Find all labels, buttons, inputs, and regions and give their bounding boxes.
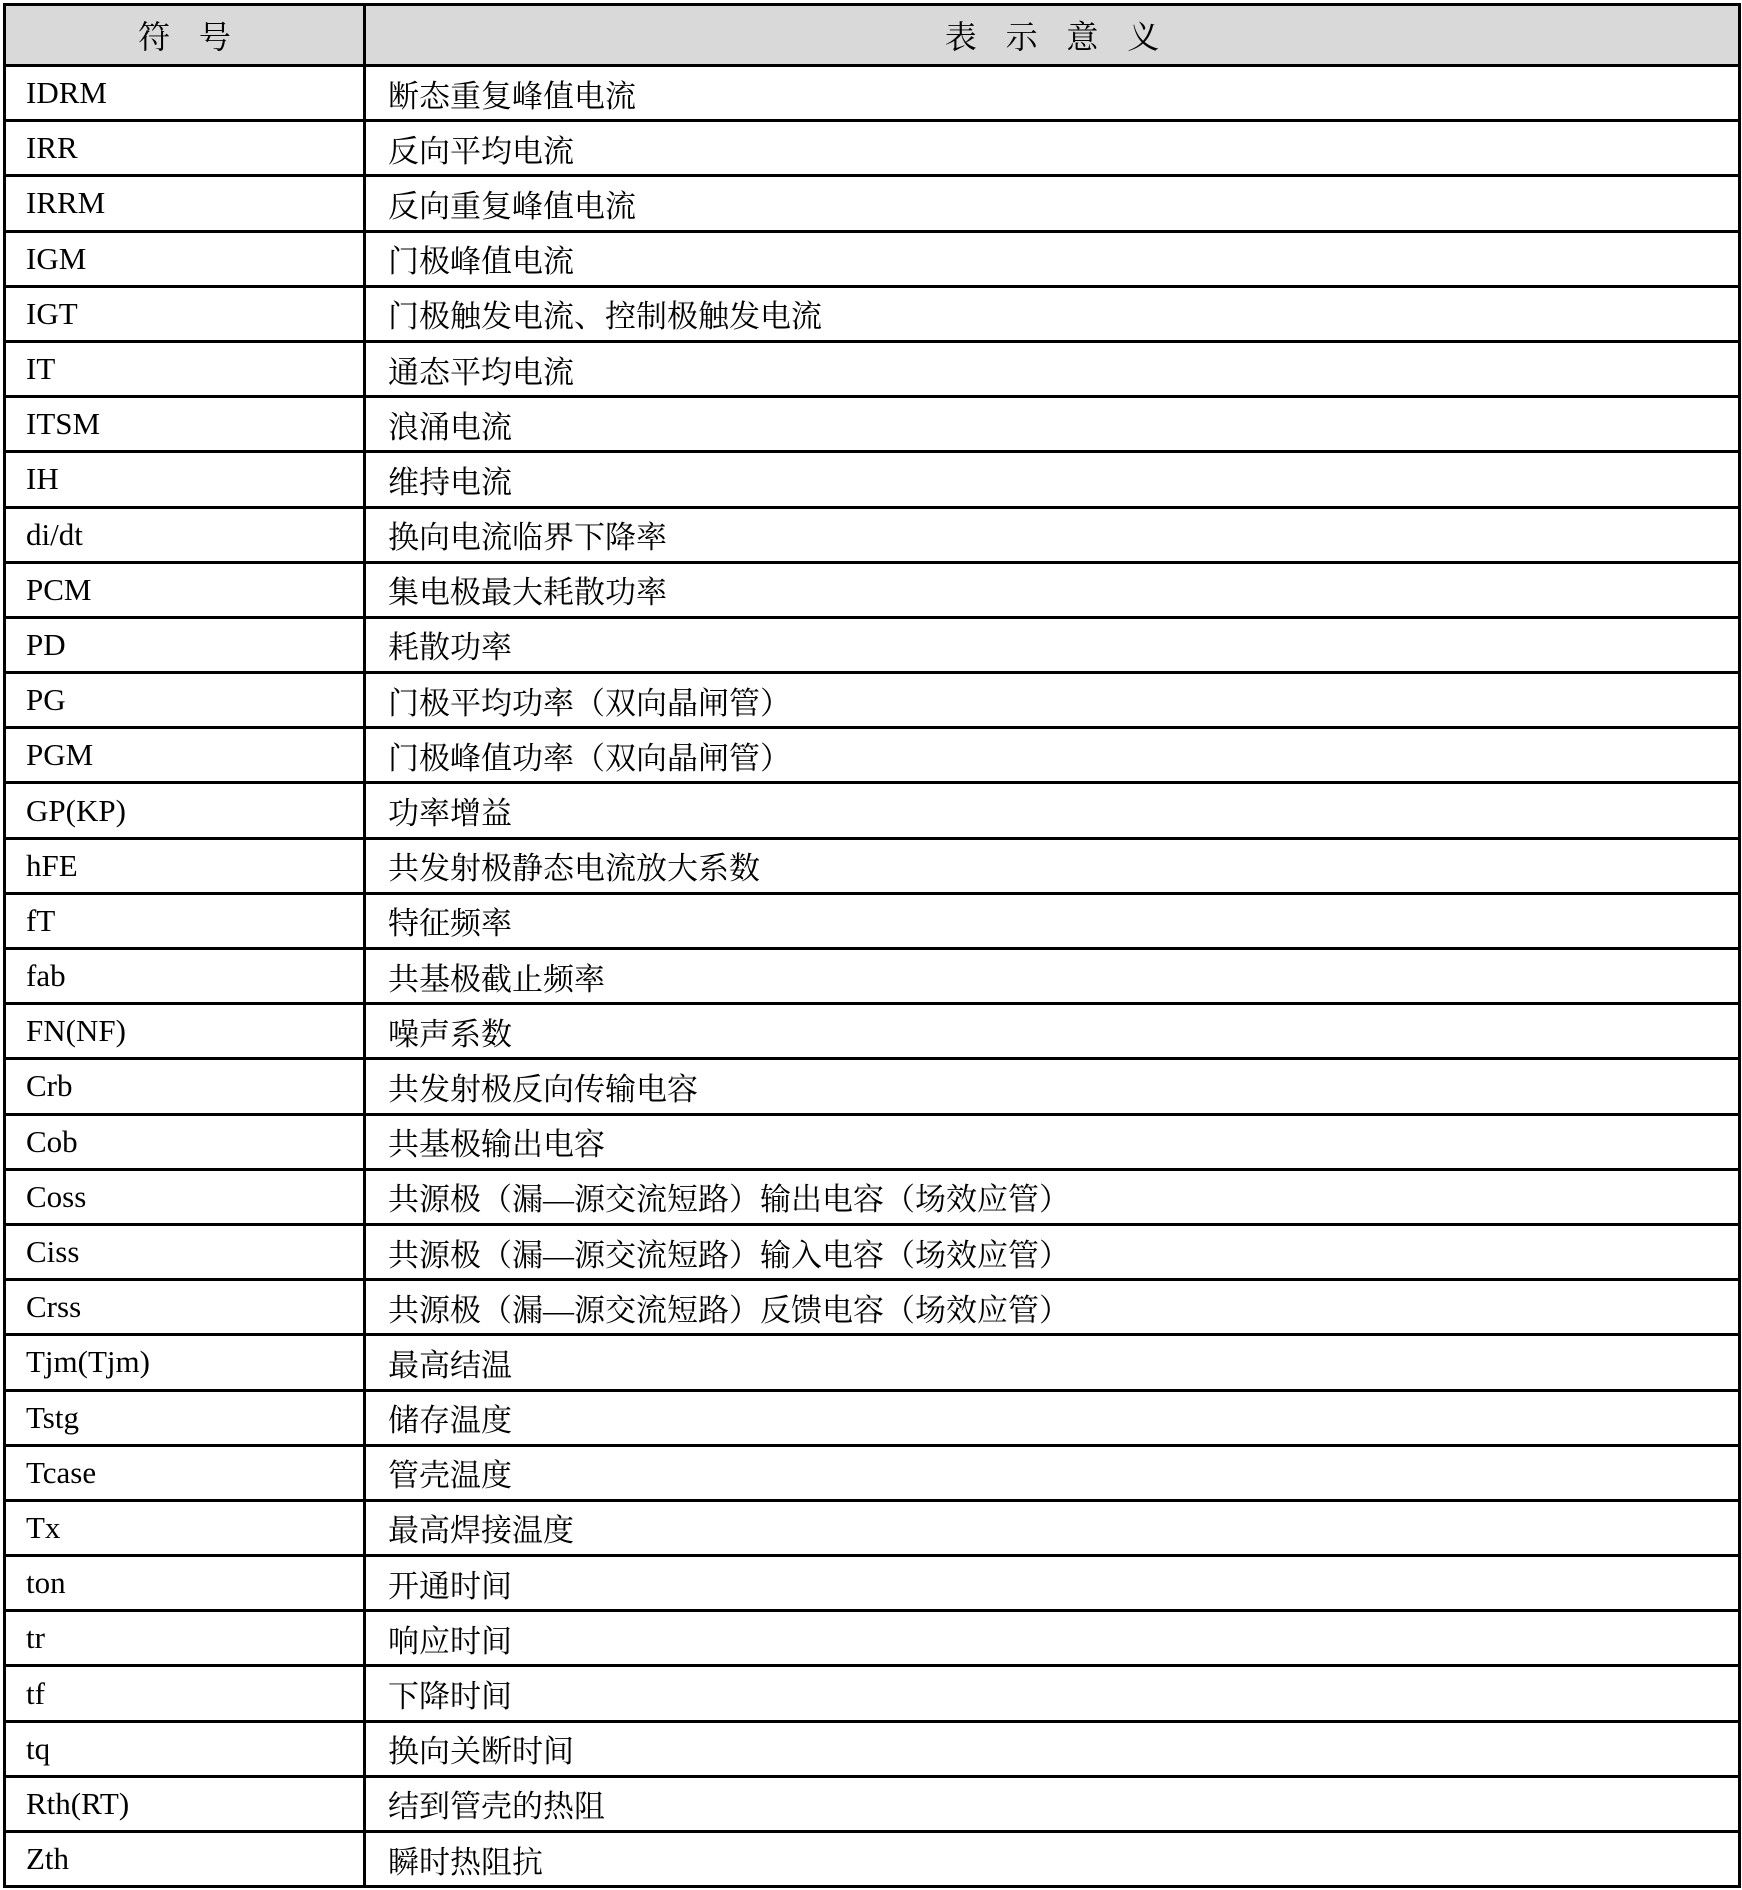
symbol-cell: Cob (5, 1114, 365, 1169)
symbol-cell: IGM (5, 231, 365, 286)
table-row (5, 507, 1740, 562)
table-row (5, 673, 1740, 728)
meaning-cell: 维持电流 (365, 452, 1740, 507)
table-row (5, 1500, 1740, 1555)
table-row (5, 1114, 1740, 1169)
table-row (5, 66, 1740, 121)
symbol-cell: Crss (5, 1280, 365, 1335)
symbol-cell: hFE (5, 838, 365, 893)
table-row (5, 286, 1740, 341)
symbol-cell: FN(NF) (5, 1004, 365, 1059)
symbol-cell: di/dt (5, 507, 365, 562)
meaning-cell: 共源极（漏—源交流短路）输入电容（场效应管） (365, 1224, 1740, 1279)
meaning-cell: 共源极（漏—源交流短路）输出电容（场效应管） (365, 1169, 1740, 1224)
meaning-cell: 反向平均电流 (365, 121, 1740, 176)
symbol-cell: PGM (5, 728, 365, 783)
table-row (5, 1721, 1740, 1776)
meaning-cell: 通态平均电流 (365, 341, 1740, 396)
meaning-cell: 浪涌电流 (365, 397, 1740, 452)
symbol-cell: PG (5, 673, 365, 728)
symbol-cell: Zth (5, 1832, 365, 1887)
table-row (5, 176, 1740, 231)
meaning-cell: 响应时间 (365, 1611, 1740, 1666)
table-row (5, 231, 1740, 286)
meaning-cell: 门极平均功率（双向晶闸管） (365, 673, 1740, 728)
table-row (5, 1224, 1740, 1279)
meaning-cell: 瞬时热阻抗 (365, 1832, 1740, 1887)
symbol-cell: IRR (5, 121, 365, 176)
symbol-cell: Rth(RT) (5, 1776, 365, 1831)
symbol-cell: tq (5, 1721, 365, 1776)
meaning-cell: 共基极输出电容 (365, 1114, 1740, 1169)
symbol-cell: PD (5, 617, 365, 672)
meaning-cell: 耗散功率 (365, 617, 1740, 672)
meaning-cell: 共源极（漏—源交流短路）反馈电容（场效应管） (365, 1280, 1740, 1335)
symbol-cell: Tjm(Tjm) (5, 1335, 365, 1390)
symbol-cell: ton (5, 1556, 365, 1611)
meaning-cell: 特征频率 (365, 893, 1740, 948)
symbol-cell: Coss (5, 1169, 365, 1224)
table-row (5, 1445, 1740, 1500)
table-row (5, 949, 1740, 1004)
table-row (5, 341, 1740, 396)
table-row (5, 1004, 1740, 1059)
header-meaning: 表示意义 (365, 5, 1740, 66)
table-row (5, 1390, 1740, 1445)
meaning-cell: 最高结温 (365, 1335, 1740, 1390)
meaning-cell: 共发射极静态电流放大系数 (365, 838, 1740, 893)
symbol-cell: GP(KP) (5, 783, 365, 838)
symbol-cell: IDRM (5, 66, 365, 121)
symbol-cell: IGT (5, 286, 365, 341)
symbol-table-container (3, 3, 1738, 1887)
meaning-cell: 开通时间 (365, 1556, 1740, 1611)
table-row (5, 397, 1740, 452)
table-row (5, 783, 1740, 838)
symbol-cell: IT (5, 341, 365, 396)
table-header-row (5, 5, 1740, 66)
table-row (5, 838, 1740, 893)
meaning-cell: 门极峰值电流 (365, 231, 1740, 286)
symbol-cell: IH (5, 452, 365, 507)
table-row (5, 893, 1740, 948)
header-symbol: 符号 (5, 5, 365, 66)
table-row (5, 1059, 1740, 1114)
meaning-cell: 结到管壳的热阻 (365, 1776, 1740, 1831)
meaning-cell: 管壳温度 (365, 1445, 1740, 1500)
symbol-cell: tf (5, 1666, 365, 1721)
symbol-cell: tr (5, 1611, 365, 1666)
meaning-cell: 共发射极反向传输电容 (365, 1059, 1740, 1114)
symbol-cell: PCM (5, 562, 365, 617)
table-body (5, 66, 1740, 1887)
table-row (5, 1335, 1740, 1390)
meaning-cell: 共基极截止频率 (365, 949, 1740, 1004)
symbol-cell: Tx (5, 1500, 365, 1555)
meaning-cell: 集电极最大耗散功率 (365, 562, 1740, 617)
symbol-cell: fT (5, 893, 365, 948)
symbol-cell: Tcase (5, 1445, 365, 1500)
table-row (5, 452, 1740, 507)
table-row (5, 728, 1740, 783)
meaning-cell: 门极触发电流、控制极触发电流 (365, 286, 1740, 341)
symbol-cell: IRRM (5, 176, 365, 231)
table-row (5, 1280, 1740, 1335)
table-row (5, 1776, 1740, 1831)
meaning-cell: 换向电流临界下降率 (365, 507, 1740, 562)
table-row (5, 121, 1740, 176)
meaning-cell: 最高焊接温度 (365, 1500, 1740, 1555)
symbol-cell: fab (5, 949, 365, 1004)
meaning-cell: 下降时间 (365, 1666, 1740, 1721)
symbol-cell: Crb (5, 1059, 365, 1114)
meaning-cell: 噪声系数 (365, 1004, 1740, 1059)
table-row (5, 1832, 1740, 1887)
table-row (5, 1556, 1740, 1611)
meaning-cell: 换向关断时间 (365, 1721, 1740, 1776)
table-row (5, 1169, 1740, 1224)
meaning-cell: 功率增益 (365, 783, 1740, 838)
symbol-table (3, 3, 1741, 1888)
symbol-cell: Tstg (5, 1390, 365, 1445)
symbol-cell: Ciss (5, 1224, 365, 1279)
table-row (5, 1611, 1740, 1666)
symbol-cell: ITSM (5, 397, 365, 452)
meaning-cell: 断态重复峰值电流 (365, 66, 1740, 121)
table-row (5, 617, 1740, 672)
meaning-cell: 反向重复峰值电流 (365, 176, 1740, 231)
meaning-cell: 储存温度 (365, 1390, 1740, 1445)
table-row (5, 1666, 1740, 1721)
meaning-cell: 门极峰值功率（双向晶闸管） (365, 728, 1740, 783)
table-row (5, 562, 1740, 617)
